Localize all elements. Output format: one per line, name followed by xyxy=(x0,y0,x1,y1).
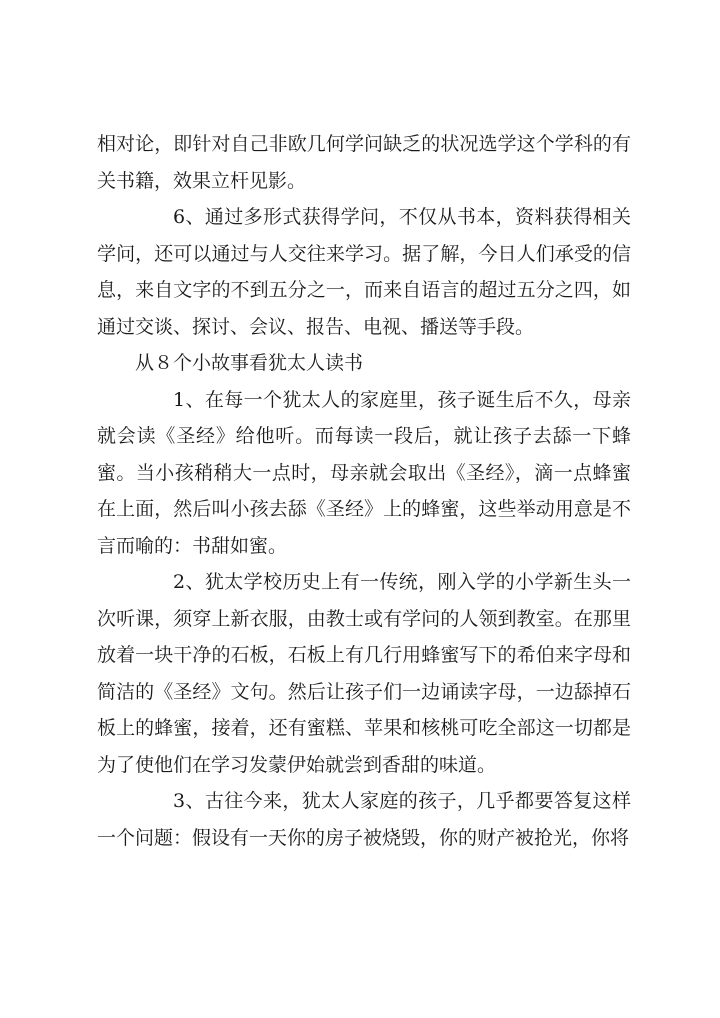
paragraph-story-1: 1、在每一个犹太人的家庭里，孩子诞生后不久，母亲就会读《圣经》给他听。而每读一段后，就让孩子去舔一下蜂蜜。当小孩稍稍大一点时，母亲就会取出《圣经》，滴一点蜂蜜在上面，然后叫小孩去舔《圣经》上的蜂蜜，这些举动用意是不言而喻的：书甜如蜜。 xyxy=(97,388,631,557)
paragraph-story-3: 3、古往今来，犹太人家庭的孩子，几乎都要答复这样一个问题：假设有一天你的房子被烧毁，你的财产被抢光，你将 xyxy=(97,790,631,849)
paragraph-item-6: 6、通过多形式获得学问，不仅从书本，资料获得相关学问，还可以通过与人交往来学习。据了解，今日人们承受的信息，来自文字的不到五分之一，而来自语言的超过五分之四，如通过交谈、探讨、会议、报告、电视、播送等手段。 xyxy=(97,206,631,338)
paragraph-continuation: 相对论，即针对自己非欧几何学问缺乏的状况选学这个学科的有关书籍，效果立杆见影。 xyxy=(97,133,631,192)
section-heading: 从８个小故事看犹太人读书 xyxy=(135,352,364,374)
paragraph-story-2: 2、犹太学校历史上有一传统，刚入学的小学新生头一次听课，须穿上新衣服，由教士或有学问的人领到教室。在那里放着一块干净的石板，石板上有几行用蜂蜜写下的希伯来字母和简洁的《圣经》文句。然后让孩子们一边诵读字母，一边舔掉石板上的蜂蜜，接着，还有蜜糕、苹果和核桃可吃全部这一切都是为了使他们在学习发蒙伊始就尝到香甜的味道。 xyxy=(97,571,631,776)
document-body xyxy=(97,126,631,856)
